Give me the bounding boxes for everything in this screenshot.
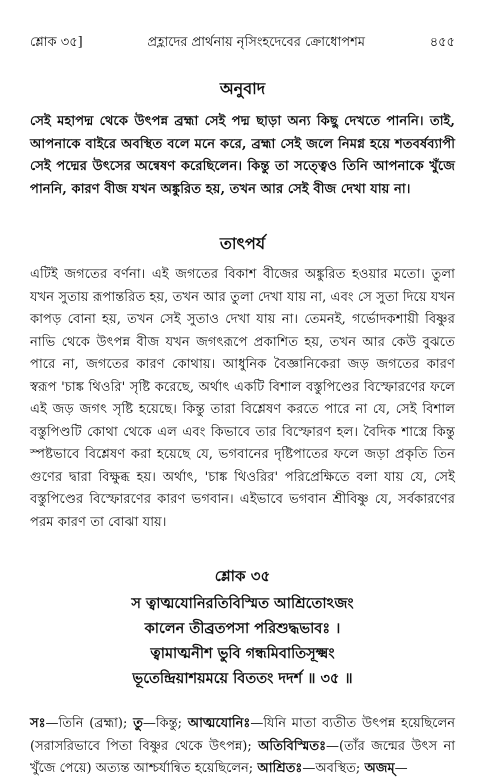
- sanskrit-verse: [30, 564, 455, 691]
- verse-number: শ্লোক ৩৫: [214, 567, 271, 585]
- synonym-meaning: যিনি মাতা ব্যতীত উৎপন্ন হয়েছিলেন (সরাসরিভাবে পিতা বিষ্ণুর থেকে উৎপন্ন);: [30, 716, 455, 754]
- running-header: [30, 0, 455, 54]
- header-chapter-title: প্রহ্লাদের প্রার্থনায় নৃসিংহদেবের ক্রোধোপশম: [147, 35, 365, 50]
- synonym-meaning: কিন্তু;: [155, 716, 182, 731]
- synonym-word: আশ্রিতঃ: [257, 761, 303, 776]
- translation-heading: অনুবাদ: [219, 79, 266, 98]
- synonym-word: সঃ: [30, 716, 46, 731]
- synonym-meaning: অবস্থিত;: [315, 761, 361, 776]
- verse-line: ত্বামাত্মনীশ ভুবি গন্ধমিবাতিসূক্ষ্মং: [150, 645, 335, 662]
- header-verse-ref: শ্লোক ৩৫]: [30, 35, 83, 50]
- synonym-meaning: তিনি (ব্রহ্মা);: [58, 716, 128, 731]
- verse-line: স ত্বাত্মযোনিরতিবিস্মিত আশ্রিতোঽজং: [131, 595, 354, 612]
- translation-text: সেই মহাপদ্ম থেকে উৎপন্ন ব্রহ্মা সেই পদ্ম ছাড়া অন্য কিছু দেখতে পাননি। তাই, আপনাকে বাইরে অবস্থিত বলে মনে করে, ব্রহ্মা সেই জলে নিমগ্ন হয়ে শতবর্ষব্যাপী সেই পদ্মের উৎসের অন্বেষণ করেছিলেন। কিন্তু তা সত্ত্বেও তিনি আপনাকে খুঁজে পাননি, কারণ বীজ যখন অঙ্কুরিত হয়, তখন আর সেই বীজ দেখা যায় না।: [30, 114, 455, 197]
- synonym-word: অজম্: [364, 761, 395, 776]
- verse-line: ভূতেন্দ্রিয়াশয়ময়ে বিততং দদর্শ ॥ ৩৫ ॥: [132, 670, 353, 687]
- synonym-meaning: (তাঁর জন্মের উৎস না খুঁজে পেয়ে) অত্যন্ত আশ্চর্যান্বিত হয়েছিলেন;: [30, 738, 455, 776]
- verse-line: কালেন তীব্রতপসা পরিশুদ্ধভাবঃ ।: [144, 620, 341, 637]
- purport-text: এটিই জগতের বর্ণনা। এই জগতের বিকাশ বীজের অঙ্কুরিত হওয়ার মতো। তুলা যখন সুতায় রূপান্তরিত হয়, তখন আর তুলা দেখা যায় না, এবং সে সুতা দিয়ে যখন কাপড় বোনা হয়, তখন সেই সুতাও দেখা যায় না। তেমনই, গর্ভোদকশায়ী বিষ্ণুর নাভি থেকে উৎপন্ন বীজ যখন জগৎরূপে প্রকাশিত হয়, তখন আর কেউ বুঝতে পারে না, জগতের কারণ কোথায়। আধুনিক বৈজ্ঞানিকেরা জড় জগতের কারণ স্বরূপ 'চাঙ্ক থিওরি' সৃষ্টি করেছে, অর্থাৎ একটি বিশাল বস্তুপিণ্ডের বিস্ফোরণের ফলে এই জড় জগৎ সৃষ্টি হয়েছে। কিন্তু তারা বিশ্লেষণ করতে পারে না যে, সেই বিশাল বস্তুপিণ্ডটি কোথা থেকে এল এবং কিভাবে তার বিস্ফোরণ হল। বৈদিক শাস্ত্রে কিন্তু স্পষ্টভাবে বিশ্লেষণ করা হয়েছে যে, ভগবানের দৃষ্টিপাতের ফলে জড়া প্রকৃতি তিন গুণের দ্বারা বিক্ষুব্ধ হয়। অর্থাৎ, 'চাঙ্ক থিওরির' পরিপ্রেক্ষিতে বলা যায় যে, সেই বস্তুপিণ্ডের বিস্ফোরণের কারণ ভগবান। এইভাবে ভগবান শ্রীবিষ্ণু যে, সর্বকারণের পরম কারণ তা বোঝা যায়।: [30, 267, 455, 530]
- synonym-word: তু: [133, 716, 143, 731]
- purport-heading: তাৎপর্য: [219, 234, 266, 253]
- page-number: ৪৫৫: [429, 35, 455, 50]
- synonym-word: অতিবিস্মিতঃ: [258, 738, 327, 754]
- word-for-word-synonyms: সঃ—তিনি (ব্রহ্মা); তু—কিন্তু; আত্মযোনিঃ—যিনি মাতা ব্যতীত উৎপন্ন হয়েছিলেন (সরাসরিভাবে পিতা বিষ্ণুর থেকে উৎপন্ন); অতিবিস্মিতঃ—(তাঁর জন্মের উৎস না খুঁজে পেয়ে) অত্যন্ত আশ্চর্যান্বিত হয়েছিলেন; আশ্রিতঃ—অবস্থিত; অজম্—: [30, 716, 455, 776]
- synonym-word: আত্মযোনিঃ: [187, 716, 251, 731]
